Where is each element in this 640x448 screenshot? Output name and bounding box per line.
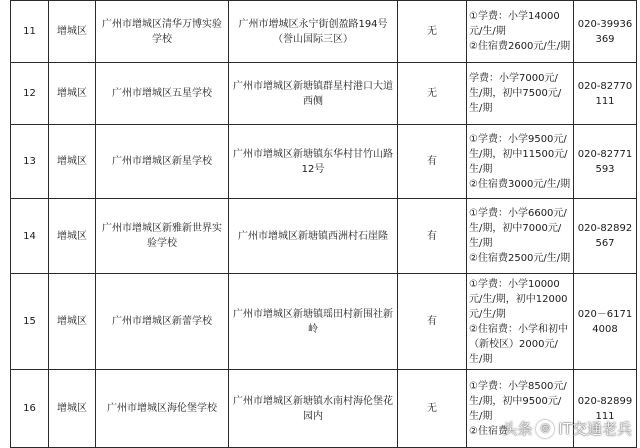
table-row	[11, 125, 637, 199]
fee-line: ②住宿费2500元/生/期	[469, 253, 571, 264]
school-name-cell: 广州市增城区清华万博实验学校	[96, 1, 229, 63]
fee-line: ①学费：小学9500元/生/期，初中11500元/生/期	[469, 133, 568, 175]
phone-cell: 020-82771593	[574, 125, 637, 199]
district-cell: 增城区	[49, 199, 96, 274]
district-cell: 增城区	[49, 1, 96, 63]
district-cell: 增城区	[49, 63, 96, 125]
phone-cell: 020-82899111	[574, 370, 637, 448]
fee-line: ②住宿费：小学和初中（新校区）2000元/生/期	[469, 323, 568, 365]
district-cell: 增城区	[49, 125, 96, 199]
boarding-cell: 有	[398, 199, 467, 274]
fee-cell	[467, 125, 574, 199]
address-cell: 广州市增城区永宁街创盈路194号（誉山国际三区）	[229, 1, 398, 63]
table-row	[11, 274, 637, 370]
fee-line: ①学费：小学8500元/生/期，初中9500元/生/期	[469, 380, 567, 422]
row-number: 14	[11, 199, 49, 274]
district-cell: 增城区	[49, 274, 96, 370]
row-number: 11	[11, 1, 49, 63]
fee-line: ①学费：小学14000元/生/期	[469, 11, 560, 37]
table-row	[11, 370, 637, 448]
table-row	[11, 199, 637, 274]
address-cell: 广州市增城区新塘镇瑶田村新围社新岭	[229, 274, 398, 370]
boarding-cell: 无	[398, 63, 467, 125]
school-name-cell: 广州市增城区新蕾学校	[96, 274, 229, 370]
fee-cell	[467, 274, 574, 370]
fee-line: 学费：小学7000元/生/期，初中7500元/生/期	[469, 73, 562, 114]
school-fee-table	[10, 0, 637, 448]
school-name-cell: 广州市增城区新雅新世界实验学校	[96, 199, 229, 274]
watermark-prefix: 头条	[502, 420, 533, 438]
address-cell: 广州市增城区新塘镇水南村海伦堡花园内	[229, 370, 398, 448]
address-cell: 广州市增城区新塘镇西洲村石崖隆	[229, 199, 398, 274]
boarding-cell: 有	[398, 274, 467, 370]
fee-line: ①学费：小学6600元/生/期，初中7000元/生/期	[469, 208, 567, 249]
address-cell: 广州市增城区新塘镇东华村甘竹山路12号	[229, 125, 398, 199]
row-number: 12	[11, 63, 49, 125]
at-icon: @	[536, 420, 554, 438]
fee-line: ②住宿费3000元/生/期	[469, 178, 571, 190]
fee-cell	[467, 199, 574, 274]
table-row	[11, 1, 637, 63]
fee-line: ②住宿费	[469, 425, 508, 437]
table-row	[11, 63, 637, 125]
fee-cell	[467, 1, 574, 63]
school-name-cell: 广州市增城区新星学校	[96, 125, 229, 199]
address-cell: 广州市增城区新塘镇群星村港口大道西侧	[229, 63, 398, 125]
fee-line: ②住宿费2600元/生/期	[469, 41, 571, 52]
boarding-cell: 有	[398, 125, 467, 199]
phone-cell: 020－61714008	[574, 274, 637, 370]
fee-cell	[467, 63, 574, 125]
row-number: 13	[11, 125, 49, 199]
fee-line: ①学费：小学10000元/生/期，初中12000元/生/期	[469, 278, 568, 320]
row-number: 15	[11, 274, 49, 370]
school-name-cell: 广州市增城区五星学校	[96, 63, 229, 125]
district-cell: 增城区	[49, 370, 96, 448]
phone-cell: 020-82892567	[574, 199, 637, 274]
boarding-cell: 无	[398, 370, 467, 448]
fee-cell	[467, 370, 574, 448]
phone-cell: 020-82770111	[574, 63, 637, 125]
boarding-cell: 无	[398, 1, 467, 63]
school-name-cell: 广州市增城区海伦堡学校	[96, 370, 229, 448]
phone-cell: 020-39936369	[574, 1, 637, 63]
watermark-handle: IT交通老兵	[558, 420, 632, 438]
row-number: 16	[11, 370, 49, 448]
